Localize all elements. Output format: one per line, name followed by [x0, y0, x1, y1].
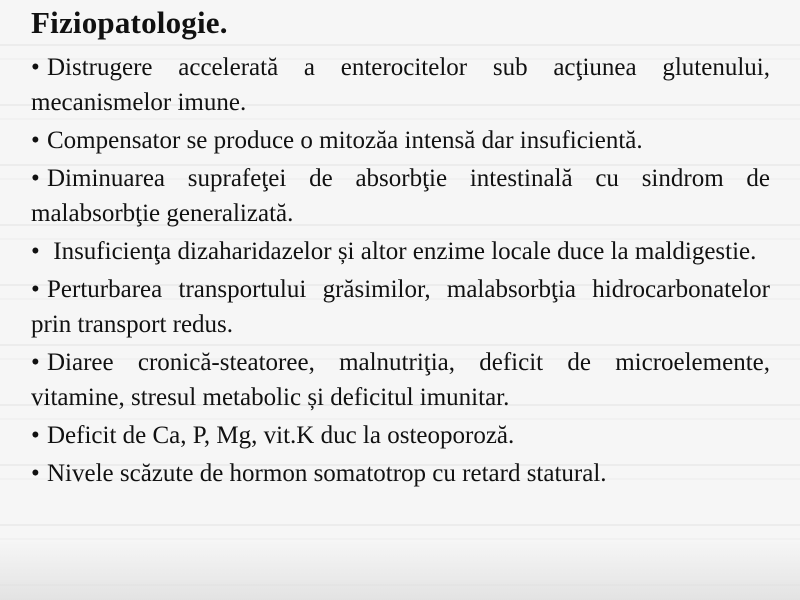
bullet-icon [31, 50, 47, 85]
bullet-list [31, 50, 770, 491]
bullet-text: Insuficienţa dizaharidazelor și altor enzime locale duce la maldigestie. [47, 238, 757, 265]
bullet-icon [31, 123, 47, 158]
bullet-item [31, 418, 770, 453]
bullet-text: Distrugere accelerată a enterocitelor sub acţiunea glutenului, mecanismelor imune. [31, 54, 770, 116]
bullet-item [31, 345, 770, 415]
bullet-text: Diaree cronică-steatoree, malnutriţia, deficit de microelemente, vitamine, stresul metabolic și deficitul imunitar. [31, 349, 770, 411]
bullet-text: Diminuarea suprafeţei de absorbţie intestinală cu sindrom de malabsorbţie generalizată. [31, 165, 770, 227]
bullet-icon [31, 456, 47, 491]
bullet-text: Nivele scăzute de hormon somatotrop cu retard statural. [47, 460, 607, 487]
bullet-icon [31, 161, 47, 196]
bullet-text: Perturbarea transportului grăsimilor, malabsorbţia hidrocarbonatelor prin transport redus. [31, 276, 770, 338]
bullet-icon [31, 272, 47, 307]
bullet-item [31, 456, 770, 491]
bullet-icon [31, 345, 47, 380]
bullet-icon [31, 234, 47, 269]
bullet-item [31, 272, 770, 342]
slide [31, 4, 770, 600]
bullet-item [31, 50, 770, 120]
slide-title: Fiziopatologie. [31, 5, 228, 40]
bullet-text: Deficit de Ca, P, Mg, vit.K duc la osteoporoză. [47, 422, 515, 449]
bullet-item [31, 234, 770, 269]
bullet-text: Compensator se produce o mitozăa intensă dar insuficientă. [47, 127, 643, 154]
bullet-item [31, 161, 770, 231]
bullet-item [31, 123, 770, 158]
bullet-icon [31, 418, 47, 453]
